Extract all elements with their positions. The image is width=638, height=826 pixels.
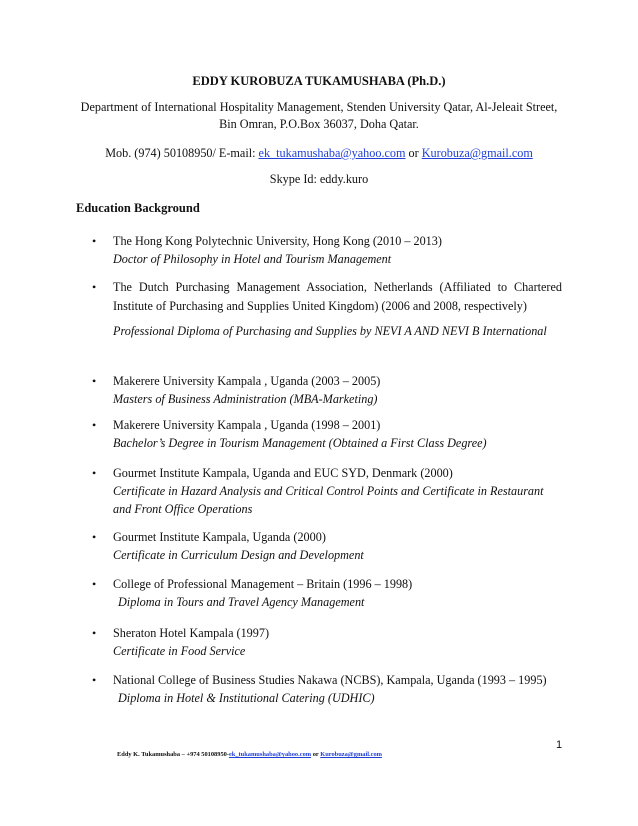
page-footer [117, 751, 382, 758]
institution: Gourmet Institute Kampala, Uganda (2000) [113, 530, 326, 544]
institution: Makerere University Kampala , Uganda (2003 – 2005) [113, 374, 381, 388]
cv-name: EDDY KUROBUZA TUKAMUSHABA (Ph.D.) [192, 74, 446, 88]
institution: Sheraton Hotel Kampala (1997) [113, 626, 270, 640]
bullet-icon: • [92, 673, 97, 687]
institution: The Hong Kong Polytechnic University, Hong Kong (2010 – 2013) [113, 234, 442, 248]
email-link-gmail[interactable]: Kurobuza@gmail.com [421, 146, 533, 160]
bullet-icon: • [92, 418, 97, 432]
mobile-email-label: Mob. (974) 50108950/ E-mail: [105, 146, 259, 160]
qualification: Masters of Business Administration (MBA-Marketing) [113, 392, 378, 406]
footer-email-link-yahoo[interactable]: ek_tukamushaba@yahoo.com [228, 751, 312, 758]
skype-id: Skype Id: eddy.kuro [269, 172, 369, 186]
bullet-icon: • [92, 466, 97, 480]
footer-or-text: or [311, 751, 321, 758]
bullet-icon: • [92, 530, 97, 544]
bullet-icon: • [92, 626, 97, 640]
email-link-yahoo[interactable]: ek_tukamushaba@yahoo.com [258, 146, 406, 160]
qualification: Certificate in Curriculum Design and Development [113, 548, 364, 562]
address: Department of International Hospitality Management, Stenden University Qatar, Al-Jeleait Street, Bin Omran, P.O.Box 36037, Doha Qatar. [80, 100, 558, 131]
qualification: Professional Diploma of Purchasing and Supplies by NEVI A AND NEVI B International [113, 324, 547, 338]
footer-text: Eddy K. Tukamushaba – +974 50108950- [117, 751, 229, 758]
footer-email-link-gmail[interactable]: Kurobuza@gmail.com [320, 751, 382, 758]
institution: Gourmet Institute Kampala, Uganda and EUC SYD, Denmark (2000) [113, 466, 453, 480]
qualification: Doctor of Philosophy in Hotel and Tourism Management [113, 252, 392, 266]
qualification: Diploma in Tours and Travel Agency Management [118, 595, 365, 609]
qualification: Certificate in Food Service [113, 644, 246, 658]
bullet-icon: • [92, 577, 97, 591]
or-text: or [405, 146, 422, 160]
section-title: Education Background [76, 201, 200, 215]
institution: National College of Business Studies Nakawa (NCBS), Kampala, Uganda (1993 – 1995) [113, 673, 547, 687]
page-number: 1 [556, 739, 563, 751]
contact-line [0, 145, 638, 162]
qualification: Diploma in Hotel & Institutional Catering (UDHIC) [118, 691, 375, 705]
bullet-icon: • [92, 280, 97, 294]
institution: Makerere University Kampala , Uganda (1998 – 2001) [113, 418, 381, 432]
qualification: Bachelor’s Degree in Tourism Management (Obtained a First Class Degree) [113, 436, 487, 450]
institution: College of Professional Management – Britain (1996 – 1998) [113, 577, 413, 591]
institution: The Dutch Purchasing Management Association, Netherlands (Affiliated to Chartered Institute of Purchasing and Supplies United Kingdom) (2006 and 2008, respectively) [113, 280, 562, 313]
qualification: Certificate in Hazard Analysis and Critical Control Points and Certificate in Restaurant and Front Office Operations [113, 484, 544, 516]
bullet-icon: • [92, 234, 97, 248]
bullet-icon: • [92, 374, 97, 388]
